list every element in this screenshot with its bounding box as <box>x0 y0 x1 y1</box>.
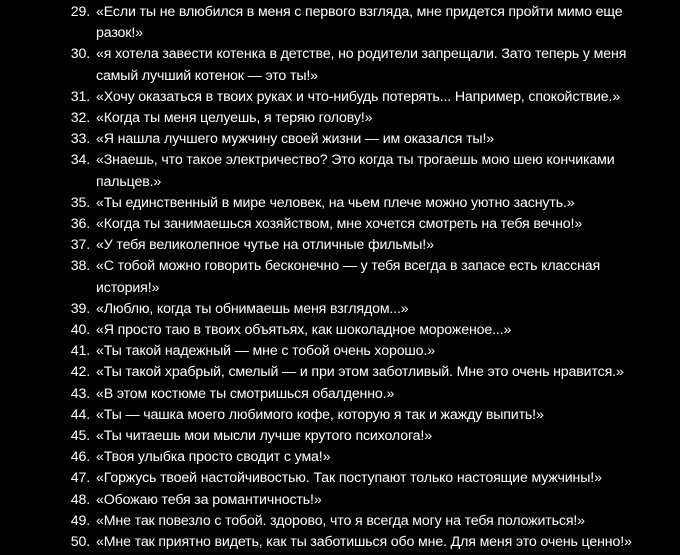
list-item <box>0 150 680 192</box>
list-item <box>0 193 680 214</box>
item-text: «Ты — чашка моего любимого кофе, которую я так и жажду выпить!» <box>96 406 544 423</box>
item-text: «Хочу оказаться в твоих руках и что-нибудь потерять... Например, спокойствие.» <box>96 88 621 105</box>
item-text: «Когда ты занимаешься хозяйством, мне хочется смотреть на тебя вечно!» <box>96 216 583 233</box>
list-item <box>0 87 680 108</box>
list-item <box>0 44 680 86</box>
item-text: «Твоя улыбка просто сводит с ума!» <box>96 449 331 466</box>
item-number: 44. <box>70 406 90 423</box>
item-number: 31. <box>70 88 90 105</box>
item-text: «В этом костюме ты смотришься обалденно.» <box>96 385 395 402</box>
list-item <box>0 108 680 129</box>
item-number: 39. <box>70 300 90 317</box>
item-text: «Обожаю тебя за романтичность!» <box>96 491 322 508</box>
item-number: 32. <box>70 110 90 127</box>
list-item <box>0 214 680 235</box>
list-item <box>0 532 680 553</box>
list-item <box>0 405 680 426</box>
item-text: «У тебя великолепное чутье на отличные фильмы!» <box>96 237 434 254</box>
item-text: «Ты читаешь мои мысли лучше крутого психолога!» <box>96 428 432 445</box>
list-item <box>0 320 680 341</box>
compliment-list <box>0 2 680 553</box>
list-item <box>0 341 680 362</box>
item-number: 34. <box>70 152 90 169</box>
item-number: 40. <box>70 322 90 339</box>
list-item <box>0 447 680 468</box>
list-item <box>0 2 680 44</box>
item-number: 41. <box>70 343 90 360</box>
item-number: 37. <box>70 237 90 254</box>
item-number: 33. <box>70 131 90 148</box>
item-text: «Ты такой храбрый, смелый — и при этом заботливый. Мне это очень нравится.» <box>96 364 624 381</box>
item-text: «Ты такой надежный — мне с тобой очень хорошо.» <box>96 343 435 360</box>
item-number: 29. <box>70 4 90 20</box>
item-text: «Мне так приятно видеть, как ты заботишься обо мне. Для меня это очень ценно!» <box>96 534 632 551</box>
list-item <box>0 256 680 298</box>
item-text: «Люблю, когда ты обнимаешь меня взглядом...» <box>96 300 409 317</box>
item-text: «Я просто таю в твоих объятьях, как шоколадное мороженое...» <box>96 322 512 339</box>
item-text: «Ты единственный в мире человек, на чьем плече можно уютно заснуть.» <box>96 194 575 211</box>
list-item <box>0 129 680 150</box>
list-item <box>0 362 680 383</box>
item-text: «я хотела завести котенка в детстве, но родители запрещали. Зато теперь у меня самый лучший котенок — это ты!» <box>96 46 627 84</box>
item-number: 49. <box>70 512 90 529</box>
item-number: 45. <box>70 428 90 445</box>
item-number: 46. <box>70 449 90 466</box>
item-text: «Когда ты меня целуешь, я теряю голову!» <box>96 110 373 127</box>
item-number: 47. <box>70 470 90 487</box>
item-number: 30. <box>70 46 90 63</box>
item-text: «Если ты не влюбился в меня с первого взгляда, мне придется пройти мимо еще разок!» <box>96 4 623 42</box>
item-text: «Я нашла лучшего мужчину своей жизни — им оказался ты!» <box>96 131 495 148</box>
list-item <box>0 511 680 532</box>
item-number: 35. <box>70 194 90 211</box>
item-text: «С тобой можно говорить бесконечно — у тебя всегда в запасе есть классная история!» <box>96 258 601 296</box>
item-number: 38. <box>70 258 90 275</box>
item-text: «Знаешь, что такое электричество? Это когда ты трогаешь мою шею кончиками пальцев.» <box>96 152 615 190</box>
list-item <box>0 235 680 256</box>
item-number: 42. <box>70 364 90 381</box>
item-number: 36. <box>70 216 90 233</box>
item-number: 50. <box>70 534 90 551</box>
item-number: 48. <box>70 491 90 508</box>
item-text: «Мне так повезло с тобой. здорово, что я всегда могу на тебя положиться!» <box>96 512 585 529</box>
list-item <box>0 426 680 447</box>
list-item <box>0 384 680 405</box>
list-item <box>0 299 680 320</box>
item-number: 43. <box>70 385 90 402</box>
list-item <box>0 490 680 511</box>
item-text: «Горжусь твоей настойчивостью. Так поступают только настоящие мужчины!» <box>96 470 602 487</box>
list-item <box>0 468 680 489</box>
